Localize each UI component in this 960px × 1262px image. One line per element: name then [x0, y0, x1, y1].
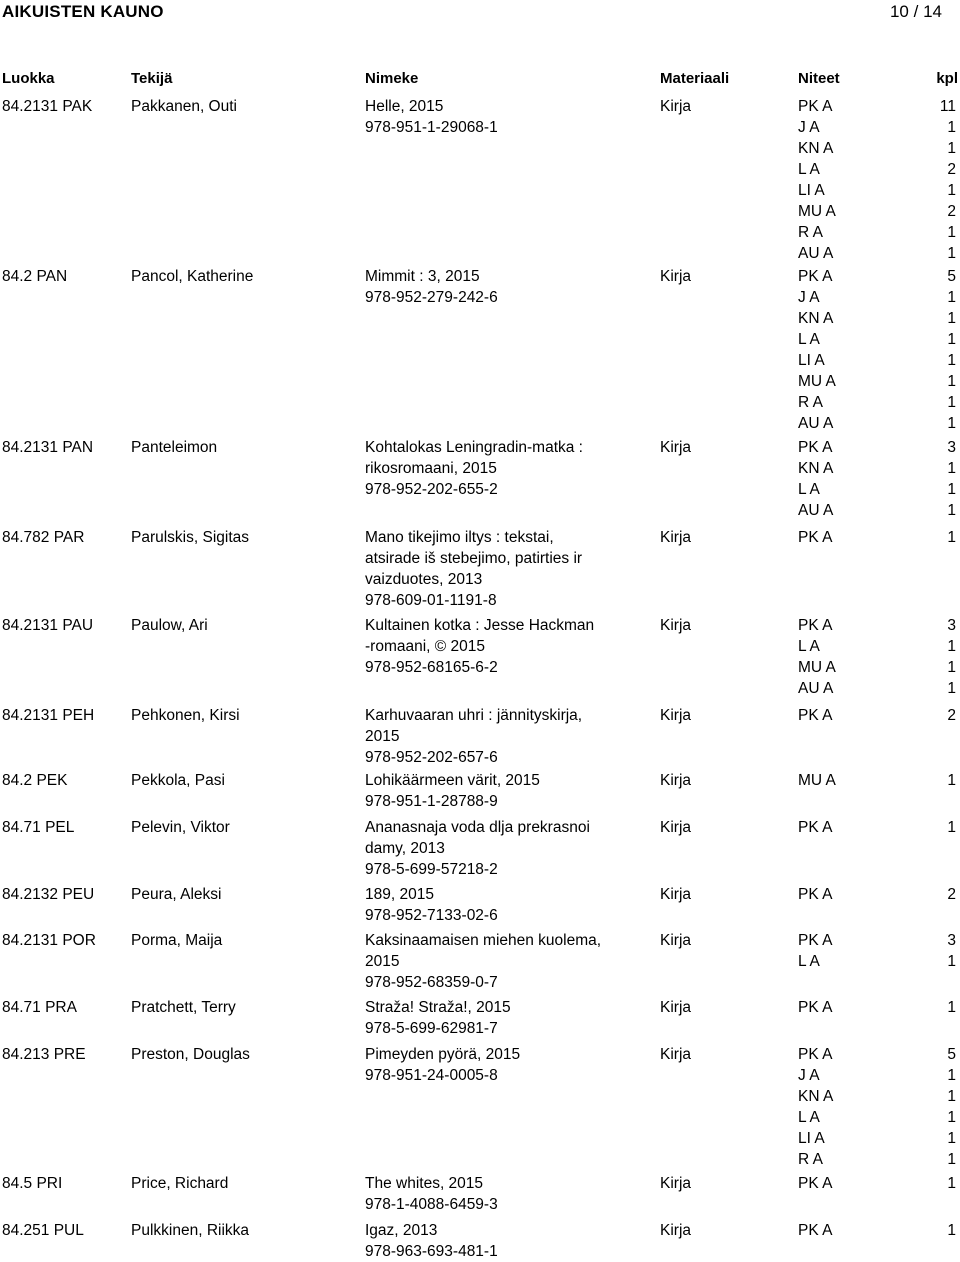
holding-row — [798, 350, 958, 371]
record-luokka: 84.71 PRA — [2, 999, 77, 1016]
holding-location: LI A — [798, 182, 825, 199]
record-holdings — [798, 96, 958, 264]
holding-count: 1 — [947, 460, 956, 477]
holding-row — [798, 371, 958, 392]
record-luokka: 84.213 PRE — [2, 1046, 86, 1063]
holding-row — [798, 997, 958, 1018]
record-nimeke-line: 2015 — [365, 728, 400, 745]
holding-count: 1 — [947, 953, 956, 970]
record-tekija: Panteleimon — [131, 439, 218, 456]
holding-location: PK A — [798, 439, 833, 456]
holding-row — [798, 1044, 958, 1065]
holding-row — [798, 437, 958, 458]
holding-location: AU A — [798, 502, 834, 519]
holding-location: LI A — [798, 352, 825, 369]
holding-row — [798, 1149, 958, 1170]
holding-location: PK A — [798, 886, 833, 903]
record-tekija: Peura, Aleksi — [131, 886, 222, 903]
holding-count: 1 — [947, 529, 956, 546]
holding-count: 1 — [947, 999, 956, 1016]
holding-count: 1 — [947, 373, 956, 390]
record-materiaali: Kirja — [660, 819, 692, 836]
record-nimeke-line: Lohikäärmeen värit, 2015 — [365, 772, 540, 789]
holding-location: PK A — [798, 1175, 833, 1192]
holding-count: 1 — [947, 772, 956, 789]
holding-location: R A — [798, 224, 823, 241]
holding-location: KN A — [798, 1088, 834, 1105]
holding-count: 1 — [947, 1109, 956, 1126]
holding-location: PK A — [798, 1222, 833, 1239]
holding-count: 1 — [947, 502, 956, 519]
record-nimeke — [365, 817, 655, 880]
holding-location: PK A — [798, 617, 833, 634]
holding-location: LI A — [798, 1130, 825, 1147]
record-materiaali: Kirja — [660, 1175, 692, 1192]
holding-count: 2 — [947, 707, 956, 724]
record-nimeke-line: Ananasnaja voda dlja prekrasnoi — [365, 819, 590, 836]
record-nimeke-line: 2015 — [365, 953, 400, 970]
record-holdings — [798, 266, 958, 434]
record-nimeke — [365, 437, 655, 500]
holding-count: 2 — [947, 203, 956, 220]
record-luokka: 84.5 PRI — [2, 1175, 63, 1192]
record-materiaali: Kirja — [660, 1046, 692, 1063]
record-tekija: Pakkanen, Outi — [131, 98, 237, 115]
record-tekija: Pratchett, Terry — [131, 999, 236, 1016]
holding-location: PK A — [798, 707, 833, 724]
column-header-niteet: Niteet — [798, 70, 840, 87]
holding-location: PK A — [798, 529, 833, 546]
record-nimeke — [365, 527, 655, 611]
record-nimeke-line: 978-951-1-29068-1 — [365, 119, 498, 136]
record-nimeke — [365, 1044, 655, 1086]
record-nimeke-line: 978-1-4088-6459-3 — [365, 1196, 498, 1213]
record-nimeke — [365, 1173, 655, 1215]
holding-count: 1 — [947, 638, 956, 655]
holding-count: 1 — [947, 1088, 956, 1105]
holding-row — [798, 770, 958, 791]
record-nimeke-line: Pimeyden pyörä, 2015 — [365, 1046, 521, 1063]
holding-count: 1 — [947, 1151, 956, 1168]
record-luokka: 84.251 PUL — [2, 1222, 84, 1239]
holding-row — [798, 1128, 958, 1149]
holding-row — [798, 930, 958, 951]
holding-count: 1 — [947, 394, 956, 411]
record-nimeke-line: Straža! Straža!, 2015 — [365, 999, 511, 1016]
column-header-luokka: Luokka — [2, 70, 55, 87]
holding-location: PK A — [798, 999, 833, 1016]
holding-location: MU A — [798, 203, 836, 220]
record-nimeke-line: 978-952-202-655-2 — [365, 481, 498, 498]
page-separator: / — [913, 2, 919, 21]
holding-location: L A — [798, 1109, 820, 1126]
holding-row — [798, 1065, 958, 1086]
record-nimeke-line: 978-951-1-28788-9 — [365, 793, 498, 810]
record-nimeke-line: vaizduotes, 2013 — [365, 571, 483, 588]
record-nimeke-line: rikosromaani, 2015 — [365, 460, 497, 477]
record-luokka: 84.2131 PEH — [2, 707, 95, 724]
record-nimeke-line: 978-609-01-1191-8 — [365, 592, 497, 609]
holding-count: 1 — [947, 819, 956, 836]
record-materiaali: Kirja — [660, 932, 692, 949]
holding-location: AU A — [798, 245, 834, 262]
holding-row — [798, 615, 958, 636]
record-luokka: 84.2132 PEU — [2, 886, 95, 903]
holding-count: 3 — [947, 932, 956, 949]
holding-count: 1 — [947, 1175, 956, 1192]
holding-count: 1 — [947, 659, 956, 676]
holding-count: 5 — [947, 268, 956, 285]
record-tekija: Parulskis, Sigitas — [131, 529, 250, 546]
holding-row — [798, 1086, 958, 1107]
column-header-materiaali: Materiaali — [660, 70, 730, 87]
record-nimeke-line: Karhuvaaran uhri : jännityskirja, — [365, 707, 583, 724]
holding-row — [798, 392, 958, 413]
record-tekija: Porma, Maija — [131, 932, 223, 949]
holding-row — [798, 96, 958, 117]
holding-row — [798, 117, 958, 138]
record-materiaali: Kirja — [660, 98, 692, 115]
holding-row — [798, 1220, 958, 1241]
record-tekija: Pelevin, Viktor — [131, 819, 230, 836]
record-nimeke-line: Mimmit : 3, 2015 — [365, 268, 480, 285]
holding-row — [798, 705, 958, 726]
record-luokka: 84.2 PAN — [2, 268, 68, 285]
record-tekija: Pehkonen, Kirsi — [131, 707, 240, 724]
holding-count: 11 — [939, 98, 956, 115]
holding-row — [798, 180, 958, 201]
record-luokka: 84.2 PEK — [2, 772, 68, 789]
holding-location: J A — [798, 1067, 820, 1084]
record-nimeke-line: Kaksinaamaisen miehen kuolema, — [365, 932, 602, 949]
holding-count: 1 — [947, 245, 956, 262]
record-nimeke-line: 978-963-693-481-1 — [365, 1243, 498, 1260]
holding-count: 2 — [947, 886, 956, 903]
holding-row — [798, 222, 958, 243]
record-luokka: 84.782 PAR — [2, 529, 85, 546]
record-tekija: Pekkola, Pasi — [131, 772, 225, 789]
record-holdings — [798, 770, 958, 791]
record-nimeke-line: damy, 2013 — [365, 840, 445, 857]
record-holdings — [798, 527, 958, 548]
holding-row — [798, 329, 958, 350]
holding-location: PK A — [798, 1046, 833, 1063]
record-luokka: 84.2131 PAN — [2, 439, 94, 456]
record-tekija: Preston, Douglas — [131, 1046, 250, 1063]
holding-row — [798, 201, 958, 222]
holding-row — [798, 817, 958, 838]
record-holdings — [798, 1044, 958, 1170]
holding-count: 1 — [947, 224, 956, 241]
holding-location: L A — [798, 638, 820, 655]
holding-row — [798, 636, 958, 657]
record-holdings — [798, 930, 958, 972]
record-nimeke — [365, 884, 655, 926]
holding-count: 1 — [947, 289, 956, 306]
holding-location: KN A — [798, 460, 834, 477]
holding-row — [798, 657, 958, 678]
record-nimeke — [365, 615, 655, 678]
record-nimeke-line: atsirade iš stebejimo, patirties ir — [365, 550, 583, 567]
holding-row — [798, 678, 958, 699]
record-luokka: 84.71 PEL — [2, 819, 75, 836]
record-nimeke — [365, 1220, 655, 1262]
record-nimeke-line: 189, 2015 — [365, 886, 434, 903]
record-nimeke — [365, 96, 655, 138]
holding-location: AU A — [798, 415, 834, 432]
holding-count: 1 — [947, 415, 956, 432]
record-nimeke-line: The whites, 2015 — [365, 1175, 484, 1192]
record-nimeke-line: Igaz, 2013 — [365, 1222, 438, 1239]
record-nimeke — [365, 997, 655, 1039]
holding-location: MU A — [798, 373, 836, 390]
holding-location: KN A — [798, 310, 834, 327]
holding-row — [798, 884, 958, 905]
record-materiaali: Kirja — [660, 999, 692, 1016]
record-materiaali: Kirja — [660, 707, 692, 724]
page-current: 10 — [889, 2, 909, 21]
record-nimeke-line: 978-951-24-0005-8 — [365, 1067, 498, 1084]
holding-count: 2 — [947, 161, 956, 178]
record-nimeke-line: 978-952-68359-0-7 — [365, 974, 498, 991]
holding-row — [798, 527, 958, 548]
record-tekija: Pulkkinen, Riikka — [131, 1222, 250, 1239]
holding-count: 1 — [947, 140, 956, 157]
record-holdings — [798, 1173, 958, 1194]
holding-count: 1 — [947, 481, 956, 498]
record-nimeke-line: -romaani, © 2015 — [365, 638, 485, 655]
holding-location: J A — [798, 289, 820, 306]
holding-count: 3 — [947, 617, 956, 634]
holding-count: 1 — [947, 331, 956, 348]
record-nimeke-line: Mano tikejimo iltys : tekstai, — [365, 529, 554, 546]
holding-row — [798, 1173, 958, 1194]
record-materiaali: Kirja — [660, 617, 692, 634]
holding-count: 1 — [947, 182, 956, 199]
holding-location: L A — [798, 953, 820, 970]
holding-count: 3 — [947, 439, 956, 456]
record-luokka: 84.2131 POR — [2, 932, 96, 949]
holding-row — [798, 243, 958, 264]
record-nimeke — [365, 705, 655, 768]
holding-row — [798, 500, 958, 521]
holding-location: PK A — [798, 268, 833, 285]
holding-count: 1 — [947, 1130, 956, 1147]
holding-row — [798, 287, 958, 308]
record-luokka: 84.2131 PAU — [2, 617, 94, 634]
record-tekija: Pancol, Katherine — [131, 268, 254, 285]
holding-location: PK A — [798, 932, 833, 949]
record-holdings — [798, 884, 958, 905]
record-materiaali: Kirja — [660, 886, 692, 903]
record-holdings — [798, 615, 958, 699]
record-nimeke — [365, 930, 655, 993]
holding-location: AU A — [798, 680, 834, 697]
record-holdings — [798, 437, 958, 521]
record-luokka: 84.2131 PAK — [2, 98, 93, 115]
holding-location: R A — [798, 1151, 823, 1168]
record-materiaali: Kirja — [660, 529, 692, 546]
holding-row — [798, 951, 958, 972]
report-title: AIKUISTEN KAUNO — [2, 2, 164, 21]
holding-row — [798, 138, 958, 159]
record-holdings — [798, 1220, 958, 1241]
record-tekija: Paulow, Ari — [131, 617, 208, 634]
holding-count: 1 — [947, 680, 956, 697]
record-materiaali: Kirja — [660, 268, 692, 285]
holding-location: J A — [798, 119, 820, 136]
holding-row — [798, 1107, 958, 1128]
holding-row — [798, 479, 958, 500]
holding-row — [798, 413, 958, 434]
holding-location: KN A — [798, 140, 834, 157]
column-header-nimeke: Nimeke — [365, 70, 419, 87]
holding-count: 1 — [947, 119, 956, 136]
record-nimeke-line: 978-952-7133-02-6 — [365, 907, 498, 924]
holding-count: 1 — [947, 352, 956, 369]
record-materiaali: Kirja — [660, 1222, 692, 1239]
holding-location: R A — [798, 394, 823, 411]
record-nimeke-line: 978-952-68165-6-2 — [365, 659, 498, 676]
holding-row — [798, 159, 958, 180]
holding-location: L A — [798, 331, 820, 348]
record-nimeke — [365, 266, 655, 308]
record-nimeke-line: 978-5-699-57218-2 — [365, 861, 498, 878]
holding-location: MU A — [798, 659, 836, 676]
holding-count: 1 — [947, 1222, 956, 1239]
record-holdings — [798, 705, 958, 726]
page-number — [890, 2, 942, 22]
holding-row — [798, 308, 958, 329]
holding-location: PK A — [798, 819, 833, 836]
record-nimeke-line: 978-5-699-62981-7 — [365, 1020, 498, 1037]
record-nimeke-line: 978-952-202-657-6 — [365, 749, 498, 766]
column-header-tekija: Tekijä — [131, 70, 173, 87]
record-nimeke-line: Kultainen kotka : Jesse Hackman — [365, 617, 595, 634]
holding-location: L A — [798, 161, 820, 178]
record-tekija: Price, Richard — [131, 1175, 229, 1192]
record-nimeke-line: Helle, 2015 — [365, 98, 444, 115]
record-nimeke-line: Kohtalokas Leningradin-matka : — [365, 439, 583, 456]
record-nimeke-line: 978-952-279-242-6 — [365, 289, 498, 306]
record-materiaali: Kirja — [660, 439, 692, 456]
holding-location: MU A — [798, 772, 836, 789]
page-total: 14 — [923, 2, 942, 21]
holding-count: 1 — [947, 310, 956, 327]
holding-location: L A — [798, 481, 820, 498]
holding-location: PK A — [798, 98, 833, 115]
holding-row — [798, 266, 958, 287]
holding-count: 5 — [947, 1046, 956, 1063]
record-materiaali: Kirja — [660, 772, 692, 789]
column-header-kpl: kpl — [936, 70, 958, 87]
record-nimeke — [365, 770, 655, 812]
holding-count: 1 — [947, 1067, 956, 1084]
record-holdings — [798, 997, 958, 1018]
record-holdings — [798, 817, 958, 838]
holding-row — [798, 458, 958, 479]
